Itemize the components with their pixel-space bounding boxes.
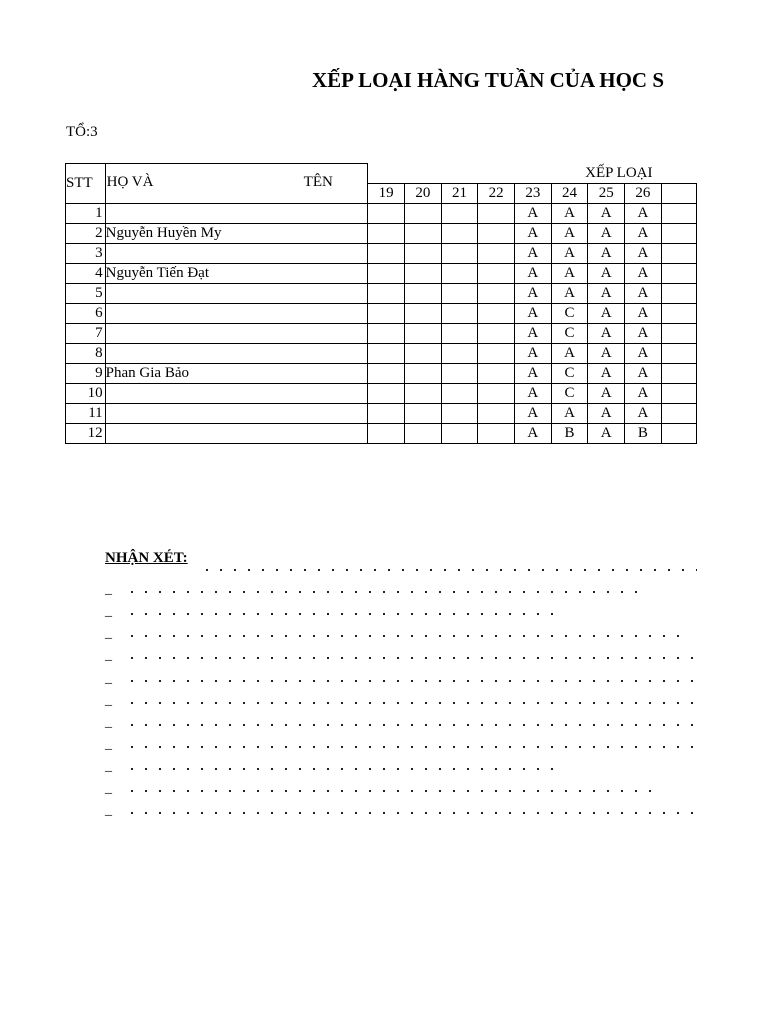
grade-cell: A	[625, 403, 662, 423]
comment-bullet: _	[105, 582, 112, 597]
comment-line-faded-text	[125, 720, 697, 730]
grade-cell: A	[625, 223, 662, 243]
grade-cell: B	[551, 423, 588, 443]
comment-line-faded-text	[125, 609, 565, 619]
grade-cell: A	[625, 283, 662, 303]
header-name	[105, 164, 368, 204]
grade-cell	[441, 363, 478, 383]
grade-cell	[478, 203, 515, 223]
grade-cell: A	[625, 243, 662, 263]
grade-cell	[441, 283, 478, 303]
row-stt: 10	[66, 383, 106, 403]
grade-cell	[405, 243, 442, 263]
table-row	[66, 423, 697, 443]
grade-cell: C	[551, 363, 588, 383]
comment-line-faded-text	[125, 631, 685, 641]
grade-cell: A	[588, 363, 625, 383]
grade-cell	[478, 283, 515, 303]
grade-cell: A	[515, 303, 552, 323]
table-row	[66, 323, 697, 343]
grade-cell-overflow	[661, 303, 696, 323]
table-row	[66, 203, 697, 223]
grade-cell-overflow	[661, 343, 696, 363]
comment-line-faded-text	[125, 764, 555, 774]
grade-cell	[368, 403, 405, 423]
comment-line-faded-text	[125, 786, 655, 796]
grade-cell: A	[588, 343, 625, 363]
grade-cell: A	[551, 243, 588, 263]
row-stt: 12	[66, 423, 106, 443]
grade-cell	[441, 303, 478, 323]
row-name	[105, 383, 368, 403]
grade-cell: A	[625, 263, 662, 283]
grade-cell: A	[588, 203, 625, 223]
row-name: Nguyễn Huyền My	[105, 223, 368, 243]
grade-cell-overflow	[661, 203, 696, 223]
header-week-21: 21	[441, 183, 478, 203]
grade-cell: A	[515, 363, 552, 383]
grade-cell	[405, 263, 442, 283]
grade-cell: A	[588, 263, 625, 283]
row-stt: 4	[66, 263, 106, 283]
comment-line-faded-text	[125, 676, 697, 686]
comment-bullet: _	[105, 671, 112, 686]
grade-cell	[368, 283, 405, 303]
grade-cell	[441, 423, 478, 443]
row-name	[105, 423, 368, 443]
grade-cell	[368, 343, 405, 363]
header-week-25: 25	[588, 183, 625, 203]
table-row	[66, 243, 697, 263]
comment-line-faded-text	[125, 653, 697, 663]
grade-cell: A	[515, 203, 552, 223]
table-row	[66, 283, 697, 303]
header-ten: TÊN	[303, 174, 333, 190]
grade-cell: A	[625, 343, 662, 363]
grade-cell: B	[625, 423, 662, 443]
grade-cell	[368, 383, 405, 403]
row-name	[105, 403, 368, 423]
grade-cell	[478, 403, 515, 423]
grade-cell	[368, 243, 405, 263]
grade-cell	[441, 203, 478, 223]
grade-cell	[368, 423, 405, 443]
comment-bullet: _	[105, 737, 112, 752]
grade-cell	[478, 343, 515, 363]
row-stt: 1	[66, 203, 106, 223]
row-name	[105, 283, 368, 303]
grade-cell	[441, 263, 478, 283]
grade-cell	[478, 323, 515, 343]
grade-cell: A	[588, 243, 625, 263]
grade-cell	[405, 403, 442, 423]
row-name	[105, 303, 368, 323]
grade-cell: A	[551, 263, 588, 283]
grade-cell: A	[515, 343, 552, 363]
comment-line-faded-text	[125, 587, 645, 597]
grade-cell: A	[625, 383, 662, 403]
grade-cell: A	[551, 343, 588, 363]
grade-cell	[441, 343, 478, 363]
weekly-ranking-table	[65, 163, 697, 444]
grade-cell-overflow	[661, 223, 696, 243]
row-stt: 8	[66, 343, 106, 363]
grade-cell: A	[515, 283, 552, 303]
table-row	[66, 343, 697, 363]
grade-cell: A	[515, 403, 552, 423]
grade-cell: A	[625, 323, 662, 343]
grade-cell: A	[551, 223, 588, 243]
grade-cell	[405, 283, 442, 303]
comment-bullet: _	[105, 715, 112, 730]
grade-cell: A	[515, 423, 552, 443]
comment-bullet: _	[105, 604, 112, 619]
grade-cell	[478, 423, 515, 443]
group-label: TỔ:3	[66, 124, 98, 140]
grade-cell	[405, 303, 442, 323]
grade-cell: A	[551, 403, 588, 423]
grade-cell: A	[625, 203, 662, 223]
grade-cell-overflow	[661, 403, 696, 423]
grade-cell	[368, 303, 405, 323]
header-week-24: 24	[551, 183, 588, 203]
comment-bullet: _	[105, 759, 112, 774]
table-body	[66, 203, 697, 443]
row-stt: 3	[66, 243, 106, 263]
grade-cell	[368, 323, 405, 343]
header-stt: STT	[66, 164, 106, 204]
grade-cell: A	[588, 423, 625, 443]
grade-cell	[478, 243, 515, 263]
row-name: Phan Gia Bảo	[105, 363, 368, 383]
grade-cell: A	[588, 223, 625, 243]
table-row	[66, 223, 697, 243]
grade-cell: A	[588, 383, 625, 403]
grade-cell	[405, 223, 442, 243]
header-week-22: 22	[478, 183, 515, 203]
row-name: Nguyễn Tiến Đạt	[105, 263, 368, 283]
grade-cell-overflow	[661, 263, 696, 283]
comment-line-faded-text	[125, 808, 697, 818]
grade-cell	[405, 423, 442, 443]
comment-bullet: _	[105, 693, 112, 708]
comments-heading: NHẬN XÉT:	[105, 550, 188, 566]
grade-cell: A	[515, 383, 552, 403]
header-week-20: 20	[405, 183, 442, 203]
row-stt: 2	[66, 223, 106, 243]
comment-bullet: _	[105, 803, 112, 818]
header-xep-loai: XẾP LOẠI	[368, 164, 697, 184]
row-name	[105, 343, 368, 363]
grade-cell: A	[515, 223, 552, 243]
grade-cell-overflow	[661, 283, 696, 303]
grade-cell	[368, 263, 405, 283]
grade-cell: A	[515, 243, 552, 263]
header-week-overflow	[661, 183, 696, 203]
grade-cell	[405, 363, 442, 383]
row-stt: 9	[66, 363, 106, 383]
grade-cell	[478, 383, 515, 403]
table-row	[66, 363, 697, 383]
grade-cell: C	[551, 303, 588, 323]
grade-cell: A	[588, 283, 625, 303]
grade-cell	[441, 383, 478, 403]
grade-cell: C	[551, 323, 588, 343]
grade-cell: A	[515, 323, 552, 343]
grade-cell: A	[625, 303, 662, 323]
grade-cell	[441, 323, 478, 343]
table-row	[66, 403, 697, 423]
comment-line-faded-text	[200, 565, 697, 575]
grade-cell-overflow	[661, 363, 696, 383]
row-stt: 6	[66, 303, 106, 323]
table-row	[66, 383, 697, 403]
grade-cell	[441, 223, 478, 243]
header-week-26: 26	[625, 183, 662, 203]
row-name	[105, 243, 368, 263]
grade-cell	[405, 323, 442, 343]
comment-bullet: _	[105, 781, 112, 796]
comment-bullet: _	[105, 648, 112, 663]
grade-cell	[405, 203, 442, 223]
grade-cell: A	[588, 403, 625, 423]
grade-cell: A	[625, 363, 662, 383]
grade-cell	[441, 243, 478, 263]
row-name	[105, 203, 368, 223]
comment-line-faded-text	[125, 698, 697, 708]
row-stt: 7	[66, 323, 106, 343]
grade-cell-overflow	[661, 243, 696, 263]
grade-cell	[368, 223, 405, 243]
grade-cell: A	[551, 203, 588, 223]
grade-cell	[478, 303, 515, 323]
grade-cell-overflow	[661, 323, 696, 343]
header-week-19: 19	[368, 183, 405, 203]
header-ho-va: HỌ VÀ	[106, 174, 154, 190]
grade-cell	[478, 223, 515, 243]
grade-cell: A	[515, 263, 552, 283]
table-row	[66, 303, 697, 323]
row-name	[105, 323, 368, 343]
row-stt: 5	[66, 283, 106, 303]
comment-bullet: _	[105, 626, 112, 641]
grade-cell: C	[551, 383, 588, 403]
grade-cell	[368, 363, 405, 383]
grade-cell	[478, 363, 515, 383]
comment-line-faded-text	[125, 742, 697, 752]
grade-cell	[441, 403, 478, 423]
grade-cell	[368, 203, 405, 223]
grade-cell: A	[588, 303, 625, 323]
grade-cell	[405, 383, 442, 403]
grade-cell	[478, 263, 515, 283]
header-week-23: 23	[515, 183, 552, 203]
grade-cell-overflow	[661, 423, 696, 443]
grade-cell	[405, 343, 442, 363]
table-row	[66, 263, 697, 283]
grade-cell-overflow	[661, 383, 696, 403]
grade-cell: A	[551, 283, 588, 303]
grade-cell: A	[588, 323, 625, 343]
row-stt: 11	[66, 403, 106, 423]
